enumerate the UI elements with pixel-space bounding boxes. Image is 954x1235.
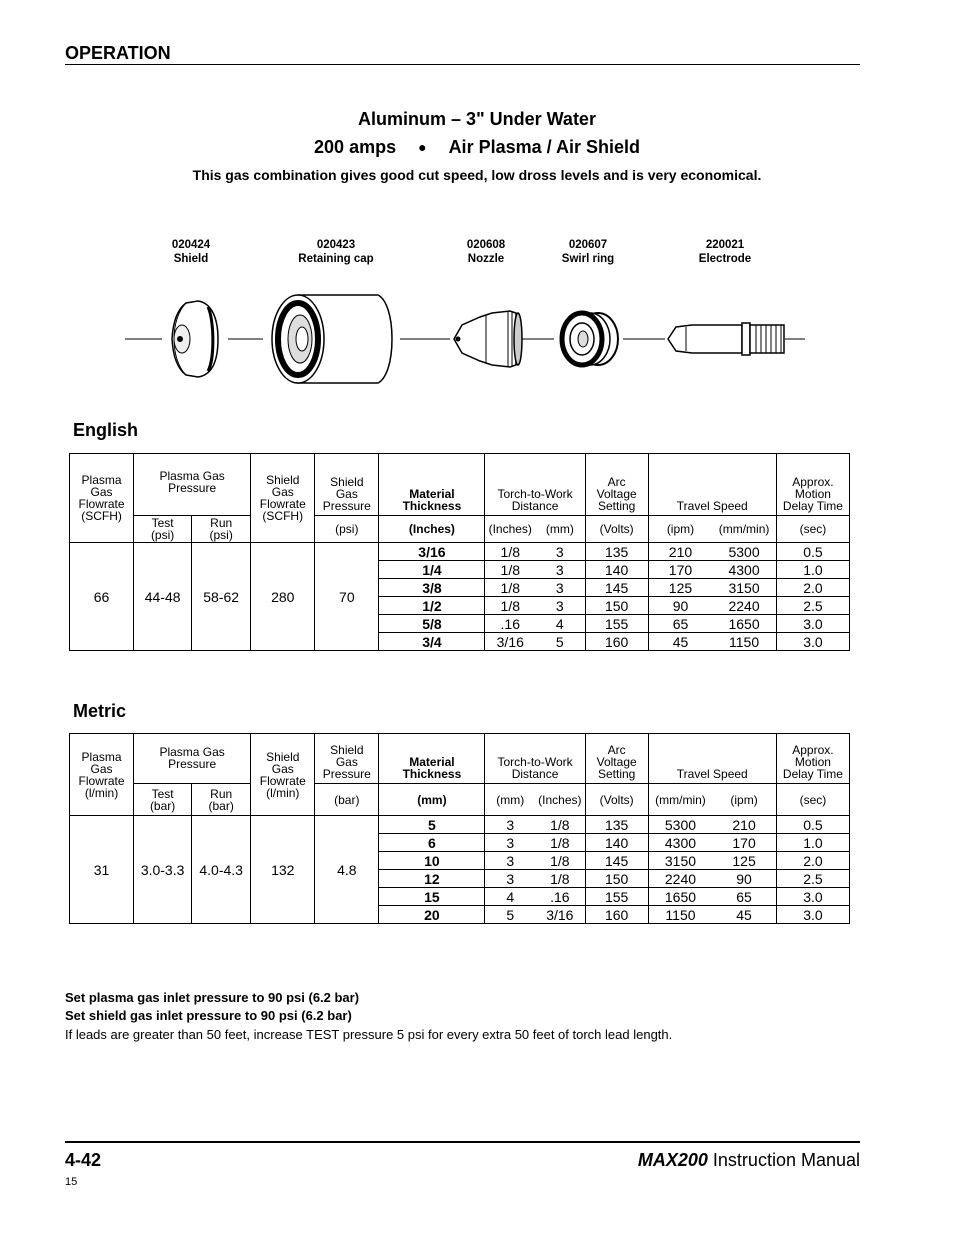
thickness-cell: 6: [379, 834, 485, 852]
shield-pressure-unit: (psi): [315, 516, 379, 543]
shield-pressure-value: 70: [315, 543, 379, 651]
travel-mmmin-cell: 4300: [648, 834, 712, 852]
swirl-ring-icon: [562, 313, 618, 365]
travel-unit-mmmin: (mm/min): [712, 516, 776, 543]
header-divider: [65, 64, 860, 65]
page-number: 4-42: [65, 1150, 102, 1170]
torch-mm-cell: 3: [535, 561, 585, 579]
torch-mm-cell: 5: [535, 633, 585, 651]
part-label-shield: [121, 238, 261, 266]
thickness-cell: 5: [379, 816, 485, 834]
arc-voltage-cell: 150: [585, 597, 648, 615]
arc-voltage-cell: 135: [585, 543, 648, 561]
shield-pressure-header: Shield Gas Pressure: [315, 454, 379, 516]
shield-flow-value: 132: [251, 816, 315, 924]
travel-ipm-cell: 125: [648, 579, 712, 597]
travel-ipm-cell: 90: [712, 870, 776, 888]
torch-inches-cell: .16: [535, 888, 585, 906]
plasma-pressure-header: Plasma Gas Pressure: [134, 454, 251, 516]
torch-inches-cell: 3/16: [485, 633, 535, 651]
travel-speed-header: Travel Speed: [648, 454, 776, 516]
torch-unit-inches: (Inches): [535, 784, 585, 816]
shield-icon: [172, 301, 218, 377]
run-pressure-value: 58-62: [192, 543, 251, 651]
torch-inches-cell: 1/8: [535, 816, 585, 834]
part-label-electrode: [655, 238, 795, 266]
table-row: [70, 543, 850, 561]
sheet-number: 15: [65, 1176, 78, 1188]
torch-inches-cell: 1/8: [535, 852, 585, 870]
thickness-cell: 20: [379, 906, 485, 924]
travel-ipm-cell: 45: [712, 906, 776, 924]
delay-cell: 3.0: [776, 615, 849, 633]
gas-label: Air Plasma / Air Shield: [448, 137, 640, 157]
thickness-cell: 3/4: [379, 633, 485, 651]
test-header: Test (psi): [134, 516, 192, 543]
delay-cell: 2.0: [776, 852, 849, 870]
arc-voltage-cell: 135: [585, 816, 648, 834]
delay-cell: 2.5: [776, 870, 849, 888]
delay-cell: 0.5: [776, 816, 849, 834]
travel-ipm-cell: 65: [648, 615, 712, 633]
travel-mmmin-cell: 5300: [712, 543, 776, 561]
torch-inches-cell: 1/8: [485, 597, 535, 615]
travel-mmmin-cell: 1650: [712, 615, 776, 633]
part-number: 020424: [171, 239, 211, 251]
lead-length-note: If leads are greater than 50 feet, increase TEST pressure 5 psi for every extra 50 feet of torch lead length.: [65, 1027, 673, 1042]
delay-time-header: Approx. Motion Delay Time: [776, 454, 849, 516]
travel-mmmin-cell: 3150: [648, 852, 712, 870]
travel-speed-header: Travel Speed: [648, 734, 776, 784]
bullet-icon: ●: [418, 139, 427, 155]
part-number: 020607: [568, 239, 608, 251]
thickness-cell: 1/4: [379, 561, 485, 579]
torch-mm-cell: 3: [485, 852, 535, 870]
travel-mmmin-cell: 1650: [648, 888, 712, 906]
torch-inches-cell: 1/8: [485, 561, 535, 579]
torch-mm-cell: 4: [535, 615, 585, 633]
torch-inches-cell: 1/8: [535, 870, 585, 888]
part-label-retaining-cap: [266, 238, 406, 266]
test-header: Test (bar): [134, 784, 192, 816]
torch-distance-header: Torch-to-Work Distance: [485, 454, 585, 516]
thickness-cell: 5/8: [379, 615, 485, 633]
nozzle-icon: [454, 311, 522, 367]
part-name: Retaining cap: [298, 253, 374, 265]
travel-ipm-cell: 170: [648, 561, 712, 579]
travel-ipm-cell: 170: [712, 834, 776, 852]
travel-mmmin-cell: 5300: [648, 816, 712, 834]
part-name: Shield: [173, 253, 209, 265]
thickness-cell: 1/2: [379, 597, 485, 615]
part-label-swirl-ring: [518, 238, 658, 266]
torch-mm-cell: 3: [485, 870, 535, 888]
thickness-cell: 10: [379, 852, 485, 870]
travel-ipm-cell: 210: [648, 543, 712, 561]
shield-flow-header: Shield Gas Flowrate (l/min): [251, 734, 315, 816]
arc-voltage-cell: 140: [585, 561, 648, 579]
page-title: Aluminum – 3" Under Water: [358, 109, 596, 129]
arc-voltage-cell: 145: [585, 579, 648, 597]
shield-pressure-header: Shield Gas Pressure: [315, 734, 379, 784]
torch-inches-cell: 3/16: [535, 906, 585, 924]
thickness-cell: 15: [379, 888, 485, 906]
plasma-flow-value: 66: [70, 543, 134, 651]
travel-unit-ipm: (ipm): [712, 784, 776, 816]
delay-cell: 3.0: [776, 888, 849, 906]
delay-cell: 1.0: [776, 834, 849, 852]
arc-voltage-cell: 140: [585, 834, 648, 852]
delay-cell: 3.0: [776, 633, 849, 651]
shield-inlet-note: Set shield gas inlet pressure to 90 psi (6.2 bar): [65, 1008, 352, 1023]
travel-unit-mmmin: (mm/min): [648, 784, 712, 816]
material-unit: (Inches): [379, 516, 485, 543]
torch-mm-cell: 3: [485, 834, 535, 852]
travel-ipm-cell: 90: [648, 597, 712, 615]
travel-mmmin-cell: 1150: [648, 906, 712, 924]
english-section-label: English: [73, 420, 139, 440]
arc-voltage-cell: 145: [585, 852, 648, 870]
arc-unit: (Volts): [585, 516, 648, 543]
part-name: Nozzle: [467, 253, 505, 265]
test-pressure-value: 44-48: [134, 543, 192, 651]
torch-unit-inches: (Inches): [485, 516, 535, 543]
process-subtitle: [0, 137, 954, 158]
plasma-inlet-note: Set plasma gas inlet pressure to 90 psi (6.2 bar): [65, 990, 360, 1005]
torch-mm-cell: 3: [535, 543, 585, 561]
metric-cut-chart-table: [69, 733, 850, 924]
travel-mmmin-cell: 2240: [712, 597, 776, 615]
delay-cell: 2.0: [776, 579, 849, 597]
plasma-pressure-header: Plasma Gas Pressure: [134, 734, 251, 784]
part-number: 020608: [466, 239, 506, 251]
arc-voltage-header: Arc Voltage Setting: [585, 454, 648, 516]
torch-inches-cell: 1/8: [485, 579, 535, 597]
torch-inches-cell: .16: [485, 615, 535, 633]
manual-title: [638, 1150, 860, 1171]
delay-cell: 1.0: [776, 561, 849, 579]
thickness-cell: 3/8: [379, 579, 485, 597]
arc-voltage-cell: 160: [585, 633, 648, 651]
travel-ipm-cell: 210: [712, 816, 776, 834]
metric-section-label: Metric: [73, 701, 127, 721]
run-header: Run (bar): [192, 784, 251, 816]
torch-distance-header: Torch-to-Work Distance: [485, 734, 585, 784]
material-header: Material Thickness: [379, 454, 485, 516]
retaining-cap-icon: [272, 295, 392, 383]
material-unit: (mm): [379, 784, 485, 816]
part-name: Electrode: [698, 253, 752, 265]
shield-flow-header: Shield Gas Flowrate (SCFH): [251, 454, 315, 543]
test-pressure-value: 3.0-3.3: [134, 816, 192, 924]
travel-mmmin-cell: 4300: [712, 561, 776, 579]
table-row: [70, 816, 850, 834]
model-name: MAX200: [637, 1150, 708, 1170]
torch-mm-cell: 4: [485, 888, 535, 906]
arc-unit: (Volts): [585, 784, 648, 816]
process-description: This gas combination gives good cut speed, low dross levels and is very economical.: [192, 167, 762, 183]
thickness-cell: 3/16: [379, 543, 485, 561]
footer-divider: [65, 1141, 860, 1143]
run-header: Run (psi): [192, 516, 251, 543]
amps-label: 200 amps: [314, 137, 397, 157]
plasma-flow-value: 31: [70, 816, 134, 924]
travel-mmmin-cell: 2240: [648, 870, 712, 888]
delay-time-header: Approx. Motion Delay Time: [776, 734, 849, 784]
run-pressure-value: 4.0-4.3: [192, 816, 251, 924]
arc-voltage-cell: 155: [585, 888, 648, 906]
shield-pressure-unit: (bar): [315, 784, 379, 816]
travel-ipm-cell: 65: [712, 888, 776, 906]
electrode-icon: [668, 323, 784, 355]
shield-pressure-value: 4.8: [315, 816, 379, 924]
manual-label: Instruction Manual: [712, 1150, 860, 1170]
part-number: 020423: [316, 239, 356, 251]
travel-ipm-cell: 45: [648, 633, 712, 651]
shield-flow-value: 280: [251, 543, 315, 651]
plasma-flow-header: Plasma Gas Flowrate (l/min): [70, 734, 134, 816]
part-name: Swirl ring: [561, 253, 615, 265]
torch-unit-mm: (mm): [485, 784, 535, 816]
delay-cell: 2.5: [776, 597, 849, 615]
torch-inches-cell: 1/8: [535, 834, 585, 852]
torch-unit-mm: (mm): [535, 516, 585, 543]
plasma-flow-header: Plasma Gas Flowrate (SCFH): [70, 454, 134, 543]
section-header: OPERATION: [65, 43, 171, 63]
english-cut-chart-table: [69, 453, 850, 651]
material-header: Material Thickness: [379, 734, 485, 784]
arc-voltage-header: Arc Voltage Setting: [585, 734, 648, 784]
torch-mm-cell: 3: [485, 816, 535, 834]
thickness-cell: 12: [379, 870, 485, 888]
arc-voltage-cell: 155: [585, 615, 648, 633]
torch-mm-cell: 3: [535, 597, 585, 615]
torch-mm-cell: 5: [485, 906, 535, 924]
travel-unit-ipm: (ipm): [648, 516, 712, 543]
delay-unit: (sec): [776, 516, 849, 543]
arc-voltage-cell: 150: [585, 870, 648, 888]
travel-ipm-cell: 125: [712, 852, 776, 870]
torch-mm-cell: 3: [535, 579, 585, 597]
travel-mmmin-cell: 1150: [712, 633, 776, 651]
delay-cell: 0.5: [776, 543, 849, 561]
part-number: 220021: [705, 239, 745, 251]
travel-mmmin-cell: 3150: [712, 579, 776, 597]
delay-unit: (sec): [776, 784, 849, 816]
consumables-illustration: [120, 285, 810, 395]
delay-cell: 3.0: [776, 906, 849, 924]
torch-inches-cell: 1/8: [485, 543, 535, 561]
arc-voltage-cell: 160: [585, 906, 648, 924]
